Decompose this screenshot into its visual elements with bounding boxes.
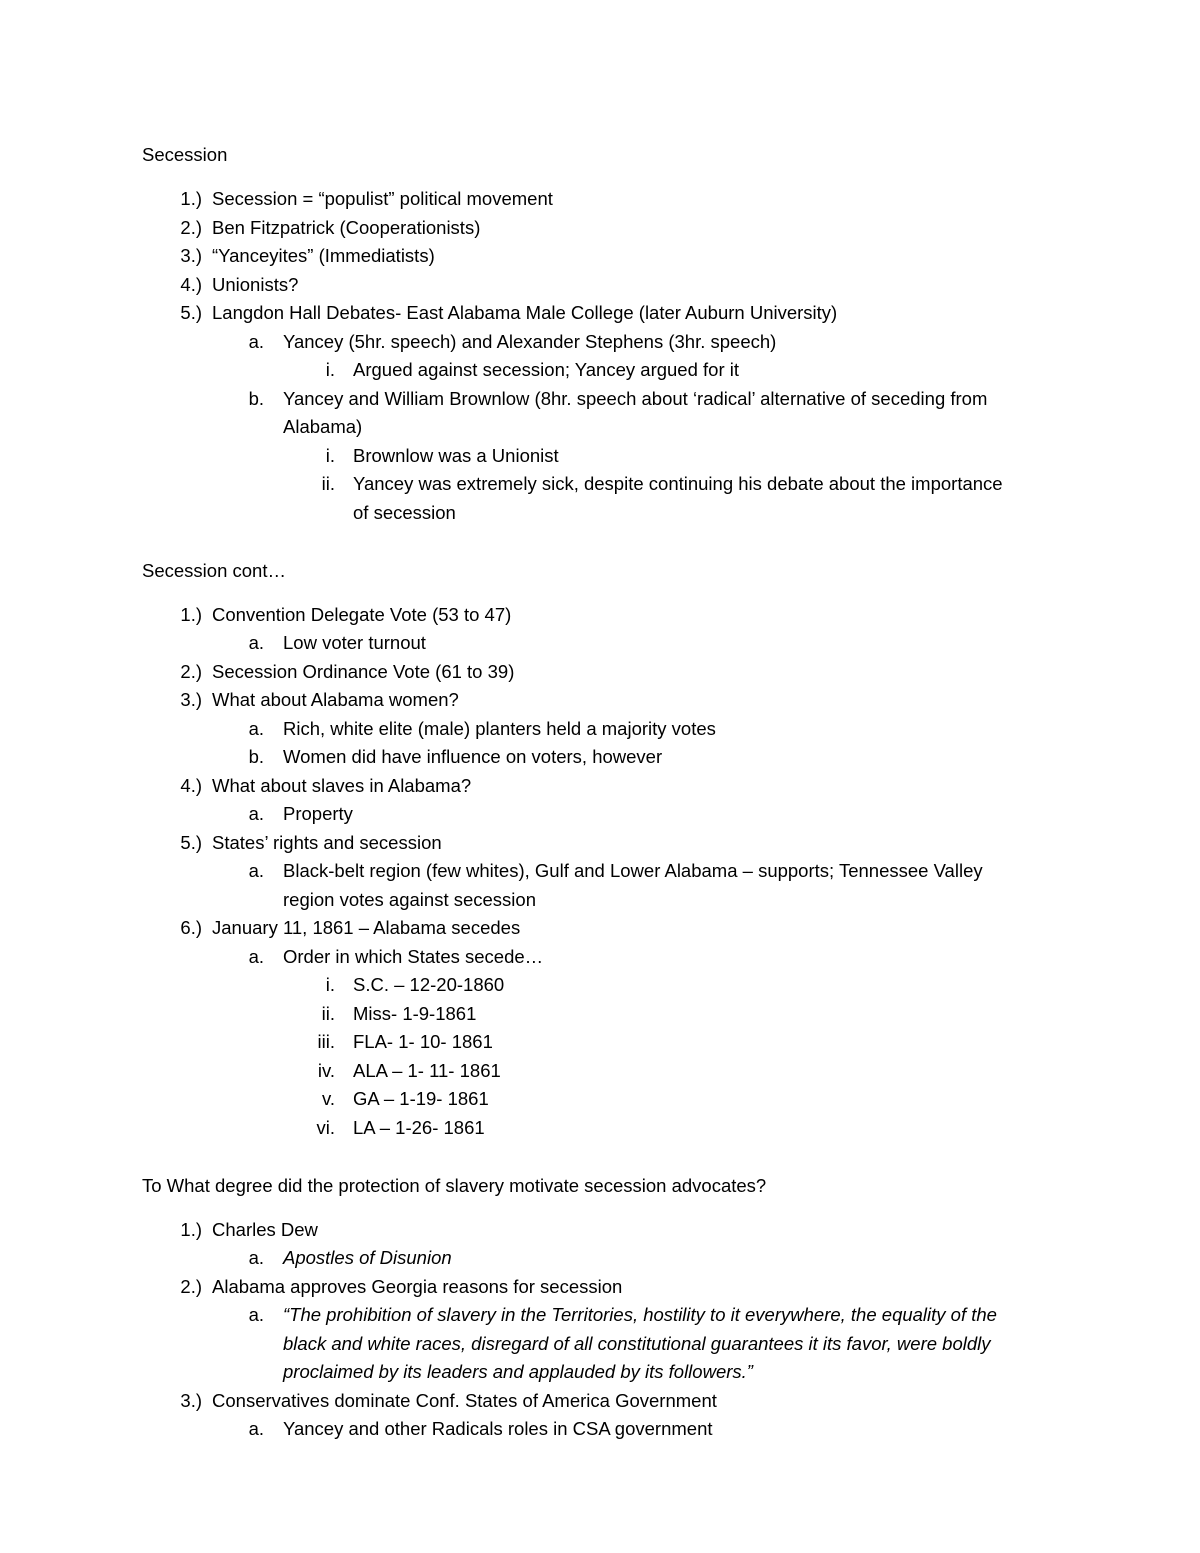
list-marker: a. bbox=[248, 1304, 264, 1325]
list-marker: 5.) bbox=[180, 831, 202, 853]
list-marker: 2.) bbox=[180, 1275, 202, 1297]
list-item-text: Property bbox=[283, 803, 353, 824]
list-item-text: Yancey (5hr. speech) and Alexander Stephens (3hr. speech) bbox=[283, 330, 777, 352]
list-item-text: What about Alabama women? bbox=[212, 689, 459, 710]
section-heading-text: Secession cont… bbox=[142, 559, 286, 581]
list-item-text: Unionists? bbox=[212, 273, 299, 295]
list-marker: 4.) bbox=[180, 774, 202, 796]
list-marker: a. bbox=[248, 1247, 264, 1268]
list-item-text: Black-belt region (few whites), Gulf and Lower Alabama – supports; Tennessee Valley bbox=[283, 860, 983, 881]
list-marker: 1.) bbox=[180, 188, 202, 209]
list-marker: v. bbox=[321, 1088, 335, 1109]
list-item-text: Conservatives dominate Conf. States of America Government bbox=[212, 1389, 717, 1411]
list-marker: 6.) bbox=[180, 917, 202, 938]
list-item-text: LA – 1-26- 1861 bbox=[353, 1116, 485, 1138]
list-item-text: Women did have influence on voters, however bbox=[283, 746, 663, 767]
list-item-text: States’ rights and secession bbox=[212, 831, 442, 853]
list-item-text: Yancey and other Radicals roles in CSA government bbox=[283, 1418, 713, 1439]
list-item-text: of secession bbox=[353, 501, 456, 523]
list-item-text: Brownlow was a Unionist bbox=[353, 444, 559, 466]
list-marker: a. bbox=[248, 803, 264, 824]
list-marker: 1.) bbox=[180, 603, 202, 625]
list-item-text: Langdon Hall Debates- East Alabama Male College (later Auburn University) bbox=[212, 302, 838, 323]
list-marker: 4.) bbox=[180, 273, 202, 295]
list-marker: vi. bbox=[316, 1116, 335, 1138]
list-item-text: What about slaves in Alabama? bbox=[212, 774, 472, 796]
list-marker: ii. bbox=[321, 1002, 335, 1024]
list-item-text: Miss- 1-9-1861 bbox=[353, 1002, 477, 1024]
list-item-text: proclaimed by its leaders and applauded by its followers.” bbox=[283, 1361, 753, 1382]
list-marker: 1.) bbox=[180, 1218, 202, 1240]
list-marker: 3.) bbox=[180, 245, 202, 266]
list-marker: i. bbox=[325, 359, 335, 380]
list-item-text: January 11, 1861 – Alabama secedes bbox=[212, 917, 521, 938]
list-item-text: black and white races, disregard of all constitutional guarantees it its favor, were boldly bbox=[283, 1332, 991, 1354]
list-marker: iii. bbox=[317, 1031, 335, 1052]
list-marker: a. bbox=[248, 330, 264, 352]
list-marker: a. bbox=[248, 860, 264, 881]
list-marker: a. bbox=[248, 1418, 264, 1439]
list-item-text: Yancey and William Brownlow (8hr. speech about ‘radical’ alternative of seceding from bbox=[283, 387, 988, 409]
list-item-text: Rich, white elite (male) planters held a majority votes bbox=[283, 717, 716, 739]
list-marker: 5.) bbox=[180, 302, 202, 323]
list-marker: b. bbox=[248, 746, 264, 767]
list-item-text: Convention Delegate Vote (53 to 47) bbox=[212, 603, 512, 625]
list-marker: i. bbox=[325, 444, 335, 466]
list-item-text: Ben Fitzpatrick (Cooperationists) bbox=[212, 216, 481, 238]
list-marker: a. bbox=[248, 945, 264, 967]
list-item-text: Charles Dew bbox=[212, 1218, 318, 1240]
list-item-text: GA – 1-19- 1861 bbox=[353, 1088, 489, 1109]
list-marker: 3.) bbox=[180, 1389, 202, 1411]
section-heading-text: Secession bbox=[142, 144, 228, 165]
list-item-text: Order in which States secede… bbox=[283, 945, 544, 967]
list-item-text: “Yanceyites” (Immediatists) bbox=[212, 245, 435, 266]
list-item-text: ALA – 1- 11- 1861 bbox=[353, 1059, 501, 1081]
section-heading-text: To What degree did the protection of slavery motivate secession advocates? bbox=[142, 1174, 767, 1196]
list-marker: 3.) bbox=[180, 689, 202, 710]
list-marker: 2.) bbox=[180, 660, 202, 682]
list-item-text: Alabama) bbox=[283, 416, 363, 437]
list-item-text: Argued against secession; Yancey argued for it bbox=[353, 359, 739, 380]
list-item-text: Secession Ordinance Vote (61 to 39) bbox=[212, 660, 515, 682]
list-marker: b. bbox=[248, 387, 264, 409]
list-marker: a. bbox=[248, 717, 264, 739]
list-marker: a. bbox=[248, 632, 264, 653]
list-item-text: Apostles of Disunion bbox=[283, 1247, 452, 1268]
list-item-text: S.C. – 12-20-1860 bbox=[353, 974, 505, 995]
list-marker: i. bbox=[325, 974, 335, 995]
list-item-text: FLA- 1- 10- 1861 bbox=[353, 1031, 493, 1052]
list-item-text: Alabama approves Georgia reasons for secession bbox=[212, 1275, 623, 1297]
list-item-text: region votes against secession bbox=[283, 888, 536, 910]
list-item-text: “The prohibition of slavery in the Territories, hostility to it everywhere, the equality of the bbox=[283, 1304, 997, 1325]
list-marker: ii. bbox=[321, 473, 335, 494]
list-item-text: Secession = “populist” political movement bbox=[212, 188, 553, 209]
list-item-text: Low voter turnout bbox=[283, 632, 426, 653]
list-item-text: Yancey was extremely sick, despite continuing his debate about the importance bbox=[353, 473, 1003, 494]
list-marker: 2.) bbox=[180, 216, 202, 238]
list-marker: iv. bbox=[317, 1059, 335, 1081]
